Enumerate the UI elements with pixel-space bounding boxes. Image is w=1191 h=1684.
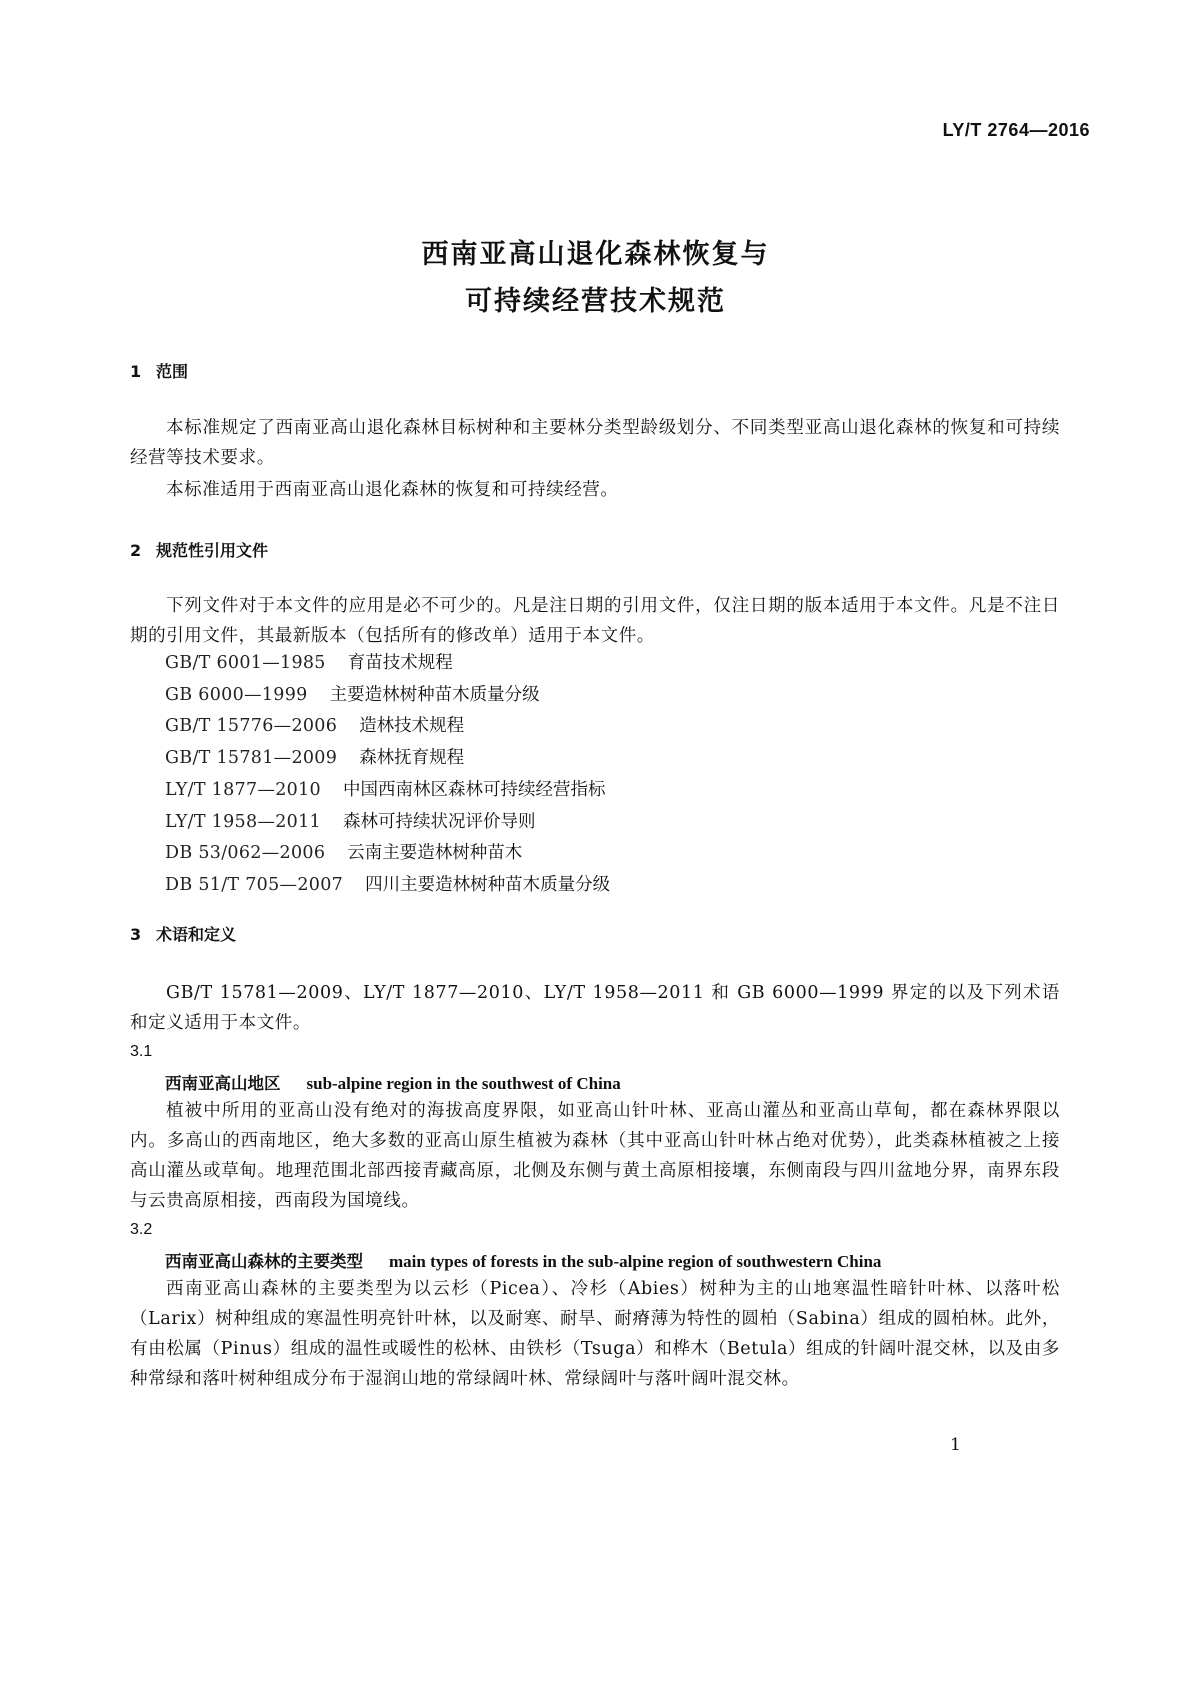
term-heading	[165, 1248, 881, 1272]
term-english: main types of forests in the sub-alpine region of southwestern China	[389, 1252, 882, 1271]
reference-code: LY/T 1958—2011	[165, 811, 321, 832]
section-2-heading	[130, 538, 268, 561]
normative-references-list	[165, 648, 610, 902]
term-definition: 植被中所用的亚高山没有绝对的海拔高度界限，如亚高山针叶林、亚高山灌丛和亚高山草甸，都在森林界限以内。多高山的西南地区，绝大多数的亚高山原生植被为森林（其中亚高山针叶林占绝对优势），此类森林植被之上接高山灌丛或草甸。地理范围北部西接青藏高原，北侧及东侧与黄土高原相接壤，东侧南段与四川盆地分界，南界东段与云贵高原相接，西南段为国境线。	[130, 1101, 1060, 1211]
reference-item	[165, 711, 610, 743]
reference-item	[165, 743, 610, 775]
section-title: 范围	[156, 362, 189, 381]
section-number: 1	[130, 362, 142, 381]
reference-item	[165, 870, 610, 902]
reference-title: 四川主要造林树种苗木质量分级	[365, 874, 611, 895]
reference-code: GB 6000—1999	[165, 684, 308, 705]
term-english: sub-alpine region in the southwest of China	[306, 1074, 621, 1093]
reference-code: GB/T 6001—1985	[165, 653, 326, 673]
reference-item	[165, 680, 610, 712]
section-number: 2	[130, 541, 142, 560]
term-definition: 西南亚高山森林的主要类型为以云杉（Picea）、冷杉（Abies）树种为主的山地寒温性暗针叶林、以落叶松（Larix）树种组成的寒温性明亮针叶林，以及耐寒、耐旱、耐瘠薄为特性的圆柏（Sabina）组成的圆柏林。此外，有由松属（Pinus）组成的温性或暖性的松林、由铁杉（Tsuga）和桦木（Betula）组成的针阔叶混交林，以及由多种常绿和落叶树种组成分布于湿润山地的常绿阔叶林、常绿阔叶与落叶阔叶混交林。	[130, 1279, 1060, 1389]
page-number: 1	[950, 1435, 961, 1455]
section-2-intro: 下列文件对于本文件的应用是必不可少的。凡是注日期的引用文件，仅注日期的版本适用于本文件。凡是不注日期的引用文件，其最新版本（包括所有的修改单）适用于本文件。	[130, 596, 1060, 646]
document-title-line-1: 西南亚高山退化森林恢复与	[421, 239, 770, 270]
section-3-heading	[130, 922, 236, 945]
term-chinese: 西南亚高山地区	[165, 1074, 281, 1093]
term-heading	[165, 1070, 621, 1094]
standard-code: LY/T 2764—2016	[942, 120, 1090, 140]
section-number: 3	[130, 925, 142, 944]
section-title: 规范性引用文件	[156, 541, 269, 560]
reference-title: 中国西南林区森林可持续经营指标	[342, 779, 606, 800]
term-number: 3.1	[130, 1043, 153, 1060]
reference-item	[165, 807, 610, 839]
document-title-line-2: 可持续经营技术规范	[465, 286, 726, 317]
section-title: 术语和定义	[156, 925, 237, 944]
reference-code: DB 53/062—2006	[165, 843, 326, 864]
section-1-paragraph-2: 本标准适用于西南亚高山退化森林的恢复和可持续经营。	[166, 480, 619, 500]
reference-title: 造林技术规程	[359, 716, 465, 737]
reference-title: 育苗技术规程	[347, 653, 453, 673]
section-1-paragraph-1: 本标准规定了西南亚高山退化森林目标树种和主要林分类型龄级划分、不同类型亚高山退化森林的恢复和可持续经营等技术要求。	[130, 418, 1060, 468]
reference-title: 森林抚育规程	[359, 748, 465, 769]
reference-title: 云南主要造林树种苗木	[347, 843, 523, 864]
reference-item	[165, 838, 610, 870]
reference-item	[165, 648, 610, 680]
reference-code: GB/T 15781—2009	[165, 748, 338, 769]
term-number: 3.2	[130, 1221, 153, 1238]
section-1-heading	[130, 359, 188, 382]
reference-code: DB 51/T 705—2007	[165, 874, 344, 895]
reference-code: GB/T 15776—2006	[165, 716, 338, 737]
reference-item	[165, 775, 610, 807]
section-3-intro: GB/T 15781—2009、LY/T 1877—2010、LY/T 1958—2011 和 GB 6000—1999 界定的以及下列术语和定义适用于本文件。	[130, 983, 1060, 1033]
reference-title: 森林可持续状况评价导则	[342, 811, 536, 832]
reference-title: 主要造林树种苗木质量分级	[329, 684, 540, 705]
term-chinese: 西南亚高山森林的主要类型	[165, 1252, 363, 1271]
reference-code: LY/T 1877—2010	[165, 779, 321, 800]
